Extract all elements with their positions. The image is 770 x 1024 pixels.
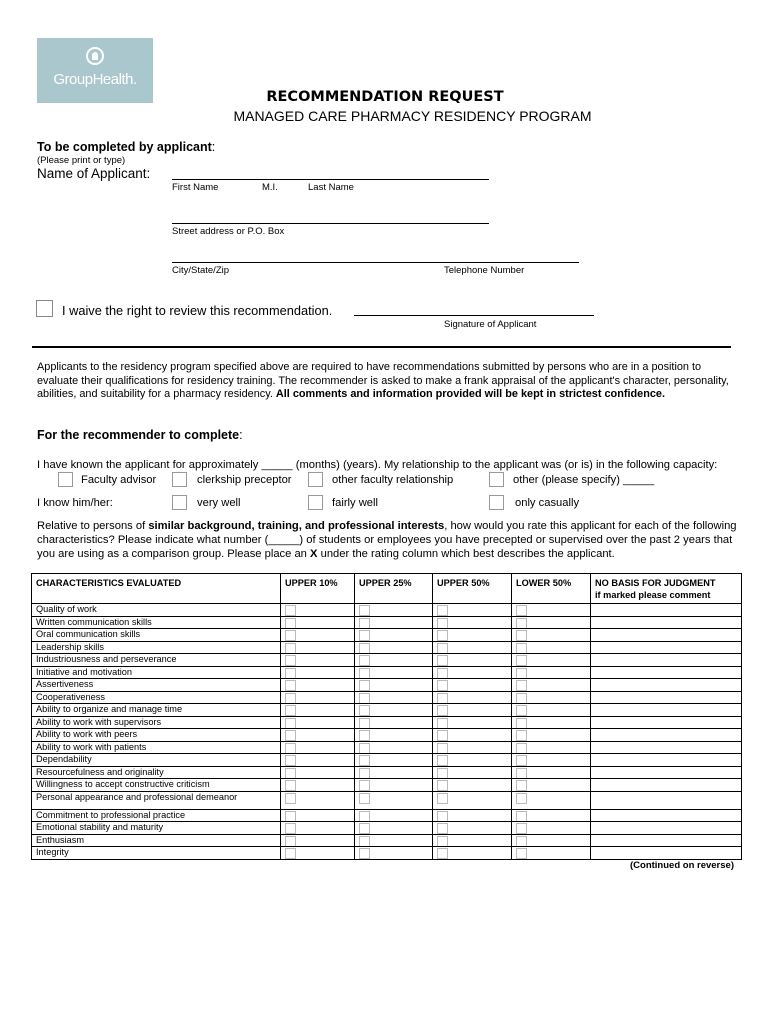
rating-cell-lower-50[interactable]: [512, 616, 591, 629]
rating-checkbox[interactable]: [516, 848, 527, 859]
rating-cell-upper-50[interactable]: [433, 716, 512, 729]
rating-cell-upper-50[interactable]: [433, 779, 512, 792]
capacity-other-faculty-label: other faculty relationship: [332, 474, 454, 486]
section-divider: [32, 346, 731, 348]
rating-checkbox[interactable]: [516, 643, 527, 654]
rating-cell-upper-50[interactable]: [433, 679, 512, 692]
rating-cell-lower-50[interactable]: [512, 679, 591, 692]
waive-label: I waive the right to review this recommendation.: [62, 303, 333, 318]
ratings-header-row: [32, 574, 742, 604]
rating-cell-upper-50[interactable]: [433, 754, 512, 767]
rating-checkbox[interactable]: [359, 655, 370, 666]
rating-checkbox[interactable]: [516, 655, 527, 666]
rating-checkbox[interactable]: [437, 755, 448, 766]
rating-checkbox[interactable]: [359, 630, 370, 641]
characteristic-label: Ability to work with patients: [32, 741, 281, 754]
rating-cell-upper-50[interactable]: [433, 666, 512, 679]
rating-checkbox[interactable]: [516, 630, 527, 641]
rating-cell-upper-10[interactable]: [281, 679, 355, 692]
rating-checkbox[interactable]: [285, 743, 296, 754]
rating-checkbox[interactable]: [437, 630, 448, 641]
rating-cell-upper-25[interactable]: [355, 629, 433, 642]
rating-cell-upper-25[interactable]: [355, 666, 433, 679]
rating-cell-upper-50[interactable]: [433, 616, 512, 629]
rating-cell-upper-50[interactable]: [433, 604, 512, 617]
city-state-zip-label: City/State/Zip: [172, 265, 230, 276]
table-row: [32, 809, 742, 822]
rating-cell-upper-10[interactable]: [281, 666, 355, 679]
no-basis-cell[interactable]: [591, 691, 742, 704]
rating-checkbox[interactable]: [359, 836, 370, 847]
no-basis-cell[interactable]: [591, 847, 742, 860]
rating-checkbox[interactable]: [437, 618, 448, 629]
rating-checkbox[interactable]: [516, 605, 527, 616]
header-upper-25: UPPER 25%: [355, 574, 433, 604]
rating-cell-upper-10[interactable]: [281, 822, 355, 835]
rating-cell-upper-50[interactable]: [433, 704, 512, 717]
rating-checkbox[interactable]: [437, 705, 448, 716]
header-no-basis: NO BASIS FOR JUDGMENT if marked please comment: [591, 574, 742, 604]
rating-cell-upper-25[interactable]: [355, 791, 433, 809]
rating-checkbox[interactable]: [516, 668, 527, 679]
no-basis-cell[interactable]: [591, 604, 742, 617]
no-basis-cell[interactable]: [591, 641, 742, 654]
rating-cell-upper-10[interactable]: [281, 629, 355, 642]
rating-cell-upper-50[interactable]: [433, 822, 512, 835]
table-row: [32, 691, 742, 704]
capacity-clerkship-preceptor-label: clerkship preceptor: [197, 474, 292, 486]
street-address-field[interactable]: [172, 223, 489, 224]
table-row: [32, 741, 742, 754]
characteristic-label: Resourcefulness and originality: [32, 766, 281, 779]
characteristic-label: Oral communication skills: [32, 629, 281, 642]
header-characteristics: CHARACTERISTICS EVALUATED: [32, 574, 281, 604]
rating-checkbox[interactable]: [285, 630, 296, 641]
rating-checkbox[interactable]: [437, 655, 448, 666]
know-casually-checkbox[interactable]: [489, 495, 504, 510]
rating-cell-upper-50[interactable]: [433, 834, 512, 847]
continued-note: (Continued on reverse): [630, 860, 734, 871]
no-basis-cell[interactable]: [591, 729, 742, 742]
characteristic-label: Written communication skills: [32, 616, 281, 629]
rating-checkbox[interactable]: [437, 668, 448, 679]
no-basis-cell[interactable]: [591, 666, 742, 679]
rating-checkbox[interactable]: [285, 768, 296, 779]
rating-checkbox[interactable]: [359, 668, 370, 679]
rating-cell-lower-50[interactable]: [512, 641, 591, 654]
rating-checkbox[interactable]: [437, 823, 448, 834]
rating-cell-lower-50[interactable]: [512, 834, 591, 847]
rating-cell-upper-25[interactable]: [355, 604, 433, 617]
characteristic-label: Personal appearance and professional demeanor: [32, 791, 281, 809]
rating-checkbox[interactable]: [437, 743, 448, 754]
table-row: [32, 729, 742, 742]
rating-cell-upper-25[interactable]: [355, 847, 433, 860]
rating-cell-lower-50[interactable]: [512, 809, 591, 822]
rating-cell-upper-25[interactable]: [355, 616, 433, 629]
table-row: [32, 716, 742, 729]
rating-checkbox[interactable]: [285, 680, 296, 691]
rating-cell-upper-10[interactable]: [281, 716, 355, 729]
no-basis-cell[interactable]: [591, 741, 742, 754]
rating-checkbox[interactable]: [359, 643, 370, 654]
rating-cell-lower-50[interactable]: [512, 754, 591, 767]
rating-checkbox[interactable]: [359, 743, 370, 754]
no-basis-cell[interactable]: [591, 679, 742, 692]
rating-cell-lower-50[interactable]: [512, 729, 591, 742]
rating-cell-upper-10[interactable]: [281, 654, 355, 667]
rating-cell-lower-50[interactable]: [512, 766, 591, 779]
rating-checkbox[interactable]: [285, 705, 296, 716]
logo-emblem-icon: [86, 47, 104, 65]
characteristic-label: Ability to work with supervisors: [32, 716, 281, 729]
characteristic-label: Ability to work with peers: [32, 729, 281, 742]
rating-cell-upper-10[interactable]: [281, 704, 355, 717]
rating-cell-lower-50[interactable]: [512, 629, 591, 642]
table-row: [32, 641, 742, 654]
rating-checkbox[interactable]: [516, 718, 527, 729]
applicant-signature-field[interactable]: [354, 315, 594, 316]
rating-cell-lower-50[interactable]: [512, 847, 591, 860]
applicant-name-field[interactable]: [172, 179, 489, 180]
signature-label: Signature of Applicant: [444, 319, 537, 330]
rating-cell-lower-50[interactable]: [512, 704, 591, 717]
rating-cell-upper-50[interactable]: [433, 809, 512, 822]
characteristic-label: Leadership skills: [32, 641, 281, 654]
rating-cell-upper-10[interactable]: [281, 791, 355, 809]
rating-cell-lower-50[interactable]: [512, 822, 591, 835]
rating-checkbox[interactable]: [516, 743, 527, 754]
rating-checkbox[interactable]: [437, 680, 448, 691]
rating-checkbox[interactable]: [437, 693, 448, 704]
rating-cell-lower-50[interactable]: [512, 791, 591, 809]
header-upper-10: UPPER 10%: [281, 574, 355, 604]
table-row: [32, 834, 742, 847]
rating-checkbox[interactable]: [285, 693, 296, 704]
rating-cell-upper-10[interactable]: [281, 741, 355, 754]
rating-checkbox[interactable]: [437, 836, 448, 847]
rating-cell-upper-25[interactable]: [355, 834, 433, 847]
rating-cell-upper-10[interactable]: [281, 779, 355, 792]
rating-checkbox[interactable]: [437, 730, 448, 741]
rating-checkbox[interactable]: [285, 605, 296, 616]
characteristic-label: Initiative and motivation: [32, 666, 281, 679]
rating-cell-upper-25[interactable]: [355, 741, 433, 754]
rating-checkbox[interactable]: [359, 780, 370, 791]
table-row: [32, 754, 742, 767]
rating-checkbox[interactable]: [359, 618, 370, 629]
header-lower-50: LOWER 50%: [512, 574, 591, 604]
rating-cell-upper-25[interactable]: [355, 679, 433, 692]
capacity-other-faculty-checkbox[interactable]: [308, 472, 323, 487]
no-basis-cell[interactable]: [591, 822, 742, 835]
table-row: [32, 654, 742, 667]
rating-cell-upper-25[interactable]: [355, 704, 433, 717]
characteristic-label: Assertiveness: [32, 679, 281, 692]
first-name-label: First Name: [172, 182, 219, 193]
rating-cell-upper-50[interactable]: [433, 629, 512, 642]
characteristic-label: Integrity: [32, 847, 281, 860]
rating-cell-upper-10[interactable]: [281, 834, 355, 847]
telephone-label: Telephone Number: [444, 265, 525, 276]
rating-cell-upper-25[interactable]: [355, 809, 433, 822]
table-row: [32, 766, 742, 779]
no-basis-cell[interactable]: [591, 809, 742, 822]
rating-checkbox[interactable]: [516, 618, 527, 629]
rating-cell-lower-50[interactable]: [512, 779, 591, 792]
table-row: [32, 791, 742, 809]
rating-checkbox[interactable]: [285, 668, 296, 679]
know-label: I know him/her:: [37, 497, 113, 509]
mi-label: M.I.: [262, 182, 278, 193]
rating-cell-upper-25[interactable]: [355, 779, 433, 792]
capacity-other-specify-label: other (please specify) _____: [513, 474, 655, 486]
rating-checkbox[interactable]: [516, 705, 527, 716]
rating-cell-upper-10[interactable]: [281, 604, 355, 617]
rating-checkbox[interactable]: [359, 811, 370, 822]
rating-checkbox[interactable]: [359, 680, 370, 691]
name-of-applicant-label: Name of Applicant:: [37, 166, 151, 181]
rating-checkbox[interactable]: [359, 768, 370, 779]
rating-checkbox[interactable]: [437, 605, 448, 616]
rating-checkbox[interactable]: [437, 848, 448, 859]
rating-checkbox[interactable]: [359, 823, 370, 834]
rating-cell-upper-50[interactable]: [433, 729, 512, 742]
characteristic-label: Dependability: [32, 754, 281, 767]
rating-checkbox[interactable]: [285, 618, 296, 629]
rating-cell-upper-25[interactable]: [355, 754, 433, 767]
characteristic-label: Cooperativeness: [32, 691, 281, 704]
characteristic-label: Willingness to accept constructive criticism: [32, 779, 281, 792]
rating-checkbox[interactable]: [437, 768, 448, 779]
characteristic-label: Enthusiasm: [32, 834, 281, 847]
rating-cell-lower-50[interactable]: [512, 666, 591, 679]
rating-checkbox[interactable]: [285, 823, 296, 834]
rating-cell-upper-10[interactable]: [281, 847, 355, 860]
rating-cell-upper-50[interactable]: [433, 766, 512, 779]
logo-text: GroupHealth.: [53, 71, 137, 88]
no-basis-cell[interactable]: [591, 834, 742, 847]
rating-cell-lower-50[interactable]: [512, 604, 591, 617]
rating-checkbox[interactable]: [516, 693, 527, 704]
rating-checkbox[interactable]: [359, 693, 370, 704]
rating-cell-upper-10[interactable]: [281, 766, 355, 779]
characteristic-label: Quality of work: [32, 604, 281, 617]
no-basis-cell[interactable]: [591, 704, 742, 717]
rating-cell-upper-25[interactable]: [355, 766, 433, 779]
know-fairly-well-checkbox[interactable]: [308, 495, 323, 510]
rating-checkbox[interactable]: [359, 793, 370, 804]
rating-checkbox[interactable]: [516, 811, 527, 822]
no-basis-cell[interactable]: [591, 629, 742, 642]
rating-checkbox[interactable]: [516, 780, 527, 791]
rating-checkbox[interactable]: [516, 823, 527, 834]
rating-cell-upper-25[interactable]: [355, 822, 433, 835]
rating-checkbox[interactable]: [516, 755, 527, 766]
characteristic-label: Emotional stability and maturity: [32, 822, 281, 835]
rating-checkbox[interactable]: [285, 718, 296, 729]
applicant-heading: To be completed by applicant:: [37, 140, 216, 154]
rating-checkbox[interactable]: [359, 718, 370, 729]
rating-checkbox[interactable]: [437, 793, 448, 804]
know-very-well-label: very well: [197, 497, 241, 509]
last-name-label: Last Name: [308, 182, 354, 193]
rating-cell-upper-25[interactable]: [355, 641, 433, 654]
table-row: [32, 629, 742, 642]
know-very-well-checkbox[interactable]: [172, 495, 187, 510]
street-address-label: Street address or P.O. Box: [172, 226, 285, 237]
rating-cell-upper-10[interactable]: [281, 809, 355, 822]
rating-cell-upper-50[interactable]: [433, 791, 512, 809]
characteristic-label: Industriousness and perseverance: [32, 654, 281, 667]
rating-checkbox[interactable]: [285, 836, 296, 847]
rating-cell-upper-50[interactable]: [433, 641, 512, 654]
capacity-clerkship-preceptor-checkbox[interactable]: [172, 472, 187, 487]
rating-cell-lower-50[interactable]: [512, 691, 591, 704]
form-title: RECOMMENDATION REQUEST: [266, 89, 504, 105]
rating-checkbox[interactable]: [516, 768, 527, 779]
rating-checkbox[interactable]: [437, 643, 448, 654]
no-basis-cell[interactable]: [591, 754, 742, 767]
rating-cell-lower-50[interactable]: [512, 741, 591, 754]
print-note: (Please print or type): [37, 155, 126, 166]
rating-checkbox[interactable]: [285, 755, 296, 766]
no-basis-cell[interactable]: [591, 716, 742, 729]
form-subtitle: MANAGED CARE PHARMACY RESIDENCY PROGRAM: [233, 108, 592, 124]
rating-checkbox[interactable]: [437, 811, 448, 822]
recommender-heading: For the recommender to complete:: [37, 428, 243, 442]
no-basis-cell[interactable]: [591, 616, 742, 629]
rating-checkbox[interactable]: [359, 755, 370, 766]
rating-checkbox[interactable]: [285, 780, 296, 791]
rating-cell-upper-50[interactable]: [433, 691, 512, 704]
rating-checkbox[interactable]: [285, 655, 296, 666]
rating-cell-upper-10[interactable]: [281, 754, 355, 767]
city-phone-field[interactable]: [172, 262, 579, 263]
table-row: [32, 666, 742, 679]
waive-checkbox[interactable]: [36, 300, 53, 317]
rating-checkbox[interactable]: [516, 730, 527, 741]
table-row: [32, 779, 742, 792]
table-row: [32, 847, 742, 860]
know-fairly-well-label: fairly well: [332, 497, 379, 509]
table-row: [32, 704, 742, 717]
rating-cell-upper-10[interactable]: [281, 641, 355, 654]
rating-cell-upper-10[interactable]: [281, 691, 355, 704]
table-row: [32, 604, 742, 617]
rating-checkbox[interactable]: [285, 848, 296, 859]
capacity-other-specify-checkbox[interactable]: [489, 472, 504, 487]
rating-checkbox[interactable]: [516, 836, 527, 847]
no-basis-cell[interactable]: [591, 791, 742, 809]
rating-cell-upper-10[interactable]: [281, 616, 355, 629]
rating-cell-upper-25[interactable]: [355, 729, 433, 742]
capacity-faculty-advisor-label: Faculty advisor: [81, 474, 157, 486]
rating-cell-upper-50[interactable]: [433, 741, 512, 754]
table-row: [32, 679, 742, 692]
rating-cell-upper-50[interactable]: [433, 847, 512, 860]
rating-cell-upper-25[interactable]: [355, 654, 433, 667]
table-row: [32, 822, 742, 835]
table-row: [32, 616, 742, 629]
rating-checkbox[interactable]: [359, 730, 370, 741]
rating-cell-lower-50[interactable]: [512, 654, 591, 667]
rating-cell-upper-25[interactable]: [355, 691, 433, 704]
rating-checkbox[interactable]: [285, 730, 296, 741]
characteristic-label: Ability to organize and manage time: [32, 704, 281, 717]
relative-rating-instructions: Relative to persons of similar background, training, and professional interests, how would you rate this applicant for each of the following characteristics? Please indicate what number (_____) of students or employees you have precepted or supervised over the past 2 years that you are using as a comparison group. Please place an X under the rating column which best describes the applicant.: [37, 520, 737, 560]
rating-cell-upper-50[interactable]: [433, 654, 512, 667]
no-basis-cell[interactable]: [591, 654, 742, 667]
rating-checkbox[interactable]: [359, 848, 370, 859]
intro-paragraph: Applicants to the residency program specified above are required to have recommendations submitted by persons who are in a position to evaluate their qualifications for residency training. The recommender is asked to make a frank appraisal of the applicant's character, personality, abilities, and suitability for a pharmacy residency. All comments and information provided will be kept in strictest confidence.: [37, 361, 729, 400]
rating-checkbox[interactable]: [359, 605, 370, 616]
rating-cell-upper-10[interactable]: [281, 729, 355, 742]
rating-checkbox[interactable]: [285, 643, 296, 654]
rating-checkbox[interactable]: [516, 793, 527, 804]
characteristic-label: Commitment to professional practice: [32, 809, 281, 822]
rating-cell-lower-50[interactable]: [512, 716, 591, 729]
rating-checkbox[interactable]: [285, 811, 296, 822]
rating-checkbox[interactable]: [437, 718, 448, 729]
know-casually-label: only casually: [515, 497, 580, 509]
no-basis-cell[interactable]: [591, 779, 742, 792]
header-upper-50: UPPER 50%: [433, 574, 512, 604]
no-basis-cell[interactable]: [591, 766, 742, 779]
rating-cell-upper-25[interactable]: [355, 716, 433, 729]
rating-checkbox[interactable]: [516, 680, 527, 691]
rating-checkbox[interactable]: [437, 780, 448, 791]
ratings-table: [31, 573, 742, 860]
known-duration-text: I have known the applicant for approximately _____ (months) (years). My relationship to the applicant was (or is) in the following capacity:: [37, 459, 718, 471]
rating-checkbox[interactable]: [359, 705, 370, 716]
capacity-faculty-advisor-checkbox[interactable]: [58, 472, 73, 487]
rating-checkbox[interactable]: [285, 793, 296, 804]
